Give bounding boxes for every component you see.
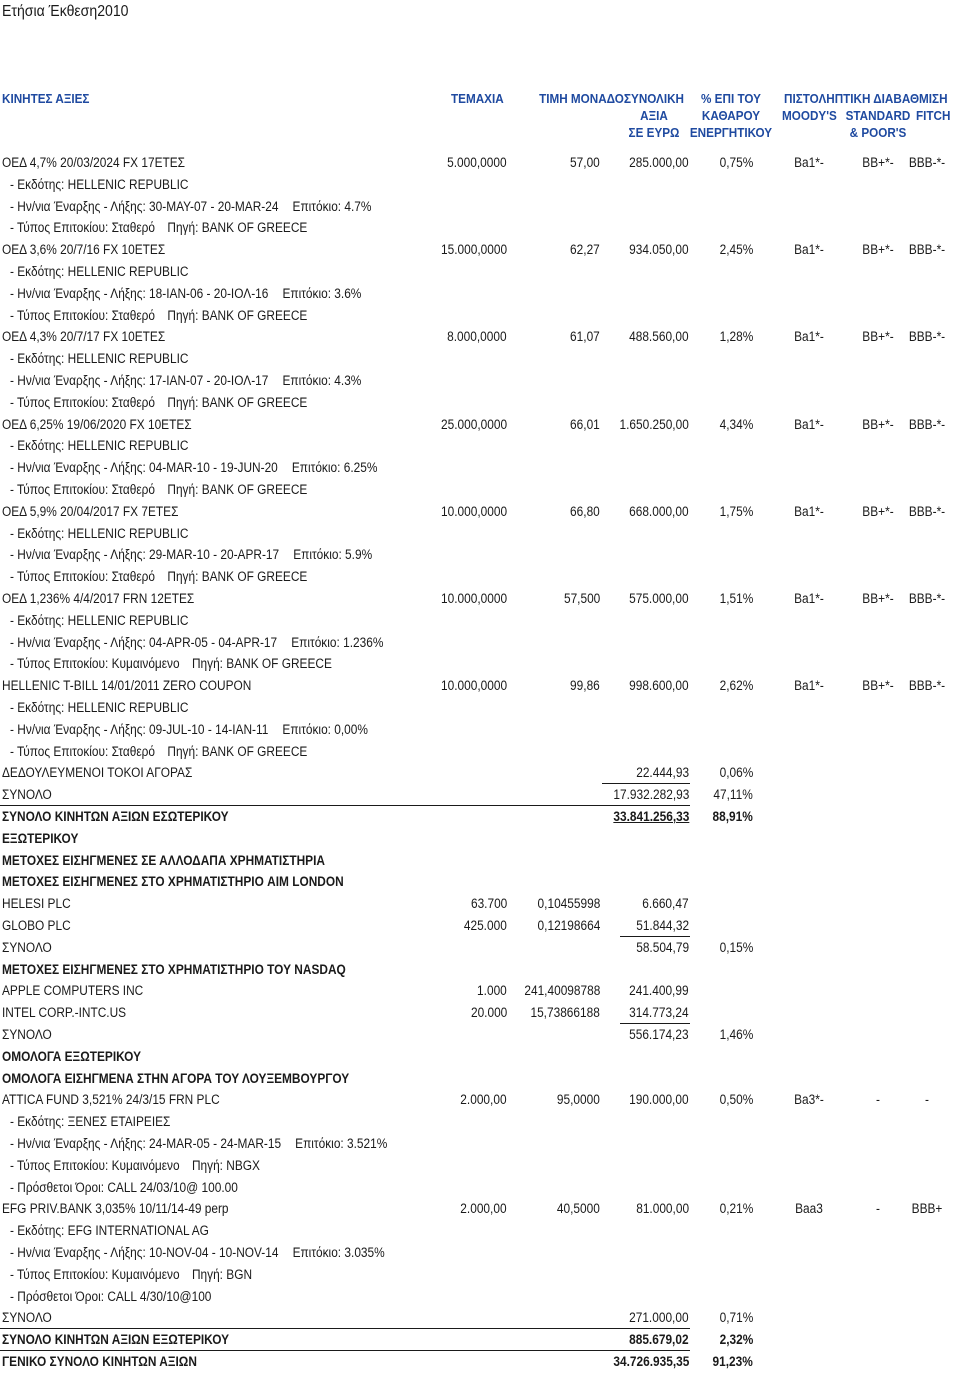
bond-dates [10, 544, 372, 566]
bond-pct: 4,34% [719, 416, 753, 432]
rating-fitch: BBB-*- [908, 678, 946, 694]
rating-moodys: Ba1*- [794, 416, 824, 432]
domestic-sum-value: 17.932.282,93 [613, 787, 689, 803]
accrued-row [0, 762, 960, 784]
aim-sum-label: ΣΥΝΟΛΟ [2, 939, 52, 955]
foreign-heading: ΕΞΩΤΕΡΙΚΟΥ [2, 830, 79, 846]
stock-name: APPLE COMPUTERS INC [2, 983, 144, 999]
rating-fitch: BBB-*- [908, 329, 946, 345]
bond-dates-row [0, 544, 960, 566]
bond-dates-row [0, 719, 960, 741]
bond-dates [10, 1133, 387, 1155]
bond-rate-type-a: - Τύπος Επιτοκίου: Σταθερό [10, 394, 156, 410]
bond-row [0, 501, 960, 523]
bond-total-value: 668.000,00 [629, 503, 689, 519]
listed-abroad-heading: ΜΕΤΟΧΕΣ ΕΙΣΗΓΜΕΝΕΣ ΣΕ ΑΛΛΟΔΑΠΑ ΧΡΗΜΑΤΙΣΤΗΡΙΑ [2, 852, 325, 868]
bond-quantity: 25.000,0000 [440, 416, 507, 432]
bond-dates-row [0, 196, 960, 218]
bond-issuer: - Εκδότης: HELLENIC REPUBLIC [10, 264, 189, 279]
bond-quantity: 2.000,00 [460, 1092, 507, 1108]
rating-moodys: Ba1*- [794, 678, 824, 694]
domestic-sum-row [0, 784, 960, 806]
bond-pct: 1,75% [719, 503, 753, 519]
rating-moodys: Ba1*- [794, 155, 824, 170]
bond-dates-a: - Ην/νια Έναρξης - Λήξης: 09-JUL-10 - 14-IAN-11 [10, 721, 269, 737]
foreign-bonds-sum-label: ΣΥΝΟΛΟ [2, 1310, 52, 1326]
bond-terms: - Πρόσθετοι Όροι: CALL 24/03/10@ 100.00 [10, 1179, 238, 1195]
header-sp: STANDARD & POOR'S [845, 108, 911, 140]
bond-rate-type-a: - Τύπος Επιτοκίου: Σταθερό [10, 569, 156, 585]
header-moodys: MOODY'S [782, 108, 837, 123]
rating-fitch: BBB-*- [908, 242, 946, 258]
stock-unit-price: 15,73866188 [530, 1005, 600, 1021]
bond-rate-type-b: Πηγή: BANK OF GREECE [167, 394, 308, 410]
bond-dates-row [0, 370, 960, 392]
bond-unit-price: 61,07 [570, 329, 600, 345]
bond-name: ΟΕΔ 1,236% 4/4/2017 FRN 12ΕΤΕΣ [2, 591, 195, 606]
bond-pct: 1,28% [719, 329, 753, 345]
bond-rate-type-row [0, 479, 960, 501]
nasdaq-heading: ΜΕΤΟΧΕΣ ΕΙΣΗΓΜΕΝΕΣ ΣΤΟ ΧΡΗΜΑΤΙΣΤΗΡΙΟ ΤΟΥ NASDAQ [2, 961, 346, 977]
bond-rate-type-row [0, 566, 960, 588]
aim-heading-row [0, 871, 960, 893]
foreign-bonds-heading-row [0, 1046, 960, 1068]
bond-dates [10, 196, 371, 218]
lux-heading-row [0, 1068, 960, 1090]
bond-rate-type [10, 741, 307, 763]
stock-row [0, 980, 960, 1002]
rating-moodys: Ba1*- [794, 329, 824, 345]
bond-dates-a: - Ην/νια Έναρξης - Λήξης: 30-MAY-07 - 20-MAR-24 [10, 198, 279, 214]
foreign-total-row [0, 1329, 960, 1351]
bond-dates-b: Επιτόκιο: 0,00% [282, 721, 368, 737]
stock-row [0, 915, 960, 937]
listed-abroad-row [0, 850, 960, 872]
grand-total-pct: 91,23% [712, 1354, 753, 1369]
bond-pct: 2,62% [719, 678, 753, 694]
foreign-heading-row [0, 828, 960, 850]
bond-rate-type-a: - Τύπος Επιτοκίου: Σταθερό [10, 220, 156, 236]
bond-rate-type-row [0, 1155, 960, 1177]
bond-unit-price: 40,5000 [557, 1201, 600, 1217]
bond-terms-row [0, 1286, 960, 1308]
bond-rate-type-a: - Τύπος Επιτοκίου: Σταθερό [10, 307, 156, 323]
rating-moodys: Ba3*- [794, 1092, 824, 1108]
bond-rate-type-b: Πηγή: BANK OF GREECE [167, 743, 308, 759]
bond-unit-price: 62,27 [570, 242, 600, 258]
bond-quantity: 10.000,0000 [440, 503, 507, 519]
bond-total-value: 190.000,00 [629, 1092, 689, 1108]
stock-quantity: 63.700 [470, 896, 507, 912]
foreign-bonds-sum-value: 271.000,00 [629, 1310, 689, 1326]
foreign-bonds-heading: ΟΜΟΛΟΓΑ ΕΞΩΤΕΡΙΚΟΥ [2, 1048, 141, 1064]
nasdaq-sum-label: ΣΥΝΟΛΟ [2, 1027, 52, 1042]
bond-issuer-row [0, 1111, 960, 1133]
rating-fitch: BBB-*- [908, 591, 946, 606]
bond-row [0, 1089, 960, 1111]
bond-rate-type-b: Πηγή: BANK OF GREECE [167, 569, 308, 585]
bond-row [0, 326, 960, 348]
domestic-sum-pct: 47,11% [713, 787, 753, 803]
accrued-pct: 0,06% [719, 765, 753, 781]
rating-fitch: BBB-*- [908, 416, 946, 432]
bond-dates [10, 457, 377, 479]
aim-heading: ΜΕΤΟΧΕΣ ΕΙΣΗΓΜΕΝΕΣ ΣΤΟ ΧΡΗΜΑΤΙΣΤΗΡΙΟ AIM LONDON [2, 874, 344, 890]
stock-total-value: 6.660,47 [642, 896, 689, 912]
rating-sp: - [876, 1201, 880, 1217]
bond-unit-price: 57,00 [570, 155, 600, 170]
rating-fitch: BBB-*- [908, 155, 946, 170]
stock-name: INTEL CORP.-INTC.US [2, 1005, 127, 1021]
bond-issuer-row [0, 610, 960, 632]
bond-dates [10, 632, 383, 654]
bond-issuer: - Εκδότης: HELLENIC REPUBLIC [10, 525, 189, 541]
bond-dates-b: Επιτόκιο: 5.9% [293, 547, 373, 563]
rating-sp: BB+*- [862, 242, 894, 258]
bond-total-value: 1.650.250,00 [619, 416, 689, 432]
bond-rate-type-row [0, 392, 960, 414]
bond-quantity: 2.000,00 [460, 1201, 507, 1217]
rating-fitch: BBB+ [911, 1201, 943, 1217]
rating-fitch: - [925, 1092, 929, 1108]
bond-issuer: - Εκδότης: ΞΕΝΕΣ ΕΤΑΙΡΕΙΕΣ [10, 1114, 171, 1130]
bond-rate-type-a: - Τύπος Επιτοκίου: Κυμαινόμενο [10, 1157, 180, 1173]
bond-issuer-row [0, 435, 960, 457]
nasdaq-sum-pct: 1,46% [719, 1027, 753, 1042]
bond-rate-type [10, 217, 307, 239]
lux-heading: ΟΜΟΛΟΓΑ ΕΙΣΗΓΜΕΝΑ ΣΤΗΝ ΑΓΟΡΑ ΤΟΥ ΛΟΥΞΕΜΒΟΥΡΓΟΥ [2, 1070, 350, 1086]
bond-dates-a: - Ην/νια Έναρξης - Λήξης: 17-ΙΑΝ-07 - 20-ΙΟΛ-17 [10, 373, 269, 388]
stock-quantity: 1.000 [477, 983, 507, 999]
bond-dates-a: - Ην/νια Έναρξης - Λήξης: 04-MAR-10 - 19-JUN-20 [10, 460, 278, 476]
bond-dates-row [0, 1133, 960, 1155]
bond-pct: 1,51% [719, 591, 753, 606]
bond-rate-type [10, 479, 307, 501]
domestic-total-pct: 88,91% [712, 809, 753, 824]
foreign-total-value: 885.679,02 [629, 1332, 689, 1348]
bond-issuer-row [0, 348, 960, 370]
bond-terms-row [0, 1177, 960, 1199]
bond-unit-price: 95,0000 [557, 1092, 600, 1108]
bond-rate-type [10, 566, 307, 588]
bond-issuer-row [0, 1220, 960, 1242]
bond-dates-a: - Ην/νια Έναρξης - Λήξης: 24-MAR-05 - 24-MAR-15 [10, 1136, 282, 1151]
bond-dates-b: Επιτόκιο: 6.25% [291, 460, 378, 476]
bond-dates-b: Επιτόκιο: 1.236% [291, 634, 384, 650]
aim-sum-pct: 0,15% [719, 939, 753, 955]
bond-dates-b: Επιτόκιο: 4.3% [282, 373, 362, 388]
bond-issuer-row [0, 697, 960, 719]
bond-terms: - Πρόσθετοι Όροι: CALL 4/30/10@100 [10, 1288, 212, 1304]
bond-name: ΟΕΔ 5,9% 20/04/2017 FX 7ΕΤΕΣ [2, 503, 179, 519]
bond-rate-type [10, 1264, 252, 1286]
accrued-value: 22.444,93 [636, 765, 689, 781]
rating-sp: - [876, 1092, 880, 1108]
bond-issuer: - Εκδότης: HELLENIC REPUBLIC [10, 351, 189, 367]
bond-rate-type-a: - Τύπος Επιτοκίου: Κυμαινόμενο [10, 656, 180, 672]
aim-sum-row [0, 937, 960, 959]
bond-issuer: - Εκδότης: HELLENIC REPUBLIC [10, 438, 189, 454]
bond-unit-price: 99,86 [570, 678, 600, 694]
header-pct-net-assets: % ΕΠΙ ΤΟΥ ΚΑΘΑΡΟΥ ΕΝΕΡΓΗΤΙΚΟΥ [689, 91, 773, 140]
rating-sp: BB+*- [862, 503, 894, 519]
nasdaq-sum-row [0, 1024, 960, 1046]
domestic-total-label: ΣΥΝΟΛΟ ΚΙΝΗΤΩΝ ΑΞΙΩΝ ΕΣΩΤΕΡΙΚΟΥ [2, 809, 229, 824]
rating-sp: BB+*- [862, 591, 894, 606]
rating-moodys: Ba1*- [794, 503, 824, 519]
bond-name: EFG PRIV.BANK 3,035% 10/11/14-49 perp [2, 1201, 229, 1217]
grand-total-label: ΓΕΝΙΚΟ ΣΥΝΟΛΟ ΚΙΝΗΤΩΝ ΑΞΙΩΝ [2, 1354, 197, 1369]
rating-sp: BB+*- [862, 678, 894, 694]
bond-dates-row [0, 632, 960, 654]
grand-total-value: 34.726.935,35 [613, 1354, 689, 1369]
bond-rate-type-b: Πηγή: NBGX [191, 1157, 260, 1173]
bond-row [0, 152, 960, 174]
rating-sp: BB+*- [862, 416, 894, 432]
bond-row [0, 414, 960, 436]
bond-row [0, 675, 960, 697]
bond-rate-type [10, 305, 307, 327]
bond-name: ATTICA FUND 3,521% 24/3/15 FRN PLC [2, 1092, 220, 1108]
rating-moodys: Ba1*- [794, 242, 824, 258]
bond-pct: 0,21% [719, 1201, 753, 1217]
aim-sum-value: 58.504,79 [636, 939, 689, 955]
bond-rate-type-b: Πηγή: BANK OF GREECE [167, 482, 308, 497]
nasdaq-sum-value: 556.174,23 [629, 1027, 689, 1042]
stock-row [0, 893, 960, 915]
bond-issuer: - Εκδότης: HELLENIC REPUBLIC [10, 612, 189, 628]
header-total-value: ΣΥΝΟΛΙΚΗ ΑΞΙΑ ΣΕ ΕΥΡΩ [623, 91, 685, 140]
bond-rate-type-row [0, 217, 960, 239]
rating-fitch: BBB-*- [908, 503, 946, 519]
bond-issuer-row [0, 523, 960, 545]
bond-total-value: 998.600,00 [629, 678, 689, 694]
rating-sp: BB+*- [862, 155, 894, 170]
stock-quantity: 20.000 [470, 1005, 507, 1021]
foreign-total-pct: 2,32% [719, 1332, 753, 1348]
stock-row [0, 1002, 960, 1024]
bond-quantity: 10.000,0000 [440, 678, 507, 694]
bond-dates [10, 719, 368, 741]
bond-issuer-row [0, 174, 960, 196]
bond-total-value: 575.000,00 [629, 591, 689, 606]
header-quantity: ΤΕΜΑΧΙΑ [451, 91, 504, 106]
bond-total-value: 488.560,00 [629, 329, 689, 345]
bond-rate-type-b: Πηγή: BANK OF GREECE [167, 220, 308, 236]
bond-rate-type [10, 653, 332, 675]
stock-total-value: 51.844,32 [636, 918, 689, 933]
bond-unit-price: 66,01 [570, 416, 600, 432]
bond-issuer: - Εκδότης: EFG INTERNATIONAL AG [10, 1223, 209, 1239]
bond-total-value: 81.000,00 [636, 1201, 689, 1217]
bond-rate-type-row [0, 305, 960, 327]
stock-quantity: 425.000 [464, 918, 507, 933]
foreign-bonds-sum-pct: 0,71% [719, 1310, 753, 1326]
bond-rate-type [10, 392, 307, 414]
bond-dates-row [0, 283, 960, 305]
bond-name: HELLENIC T-BILL 14/01/2011 ZERO COUPON [2, 678, 252, 694]
bond-pct: 0,75% [719, 155, 753, 170]
stock-unit-price: 0,10455998 [537, 896, 600, 912]
bond-rate-type [10, 1155, 260, 1177]
page-title: Ετήσια Έκθεση2010 [2, 3, 129, 20]
bond-rate-type-a: - Τύπος Επιτοκίου: Σταθερό [10, 743, 156, 759]
bond-pct: 0,50% [719, 1092, 753, 1108]
grand-total-row [0, 1351, 960, 1373]
bond-dates-b: Επιτόκιο: 3.521% [295, 1136, 388, 1151]
domestic-total-value: 33.841.256,33 [613, 809, 689, 824]
bond-rate-type-row [0, 741, 960, 763]
bond-total-value: 934.050,00 [629, 242, 689, 258]
bond-rate-type-b: Πηγή: BANK OF GREECE [167, 307, 308, 323]
rating-moodys: Baa3 [795, 1201, 823, 1217]
bond-dates-a: - Ην/νια Έναρξης - Λήξης: 29-MAR-10 - 20-APR-17 [10, 547, 280, 563]
bond-dates-b: Επιτόκιο: 4.7% [292, 198, 372, 214]
bond-dates-b: Επιτόκιο: 3.6% [282, 285, 362, 301]
bond-dates-row [0, 457, 960, 479]
bond-quantity: 5.000,0000 [447, 155, 507, 170]
domestic-sum-label: ΣΥΝΟΛΟ [2, 787, 52, 803]
domestic-total-row [0, 806, 960, 828]
bond-quantity: 8.000,0000 [447, 329, 507, 345]
bond-row [0, 239, 960, 261]
bond-rate-type-b: Πηγή: BANK OF GREECE [191, 656, 332, 672]
stock-unit-price: 241,40098788 [524, 983, 600, 999]
stock-total-value: 241.400,99 [629, 983, 689, 999]
accrued-label: ΔΕΔΟΥΛΕΥΜΕΝΟΙ ΤΟΚΟΙ ΑΓΟΡΑΣ [2, 765, 193, 781]
bond-issuer: - Εκδότης: HELLENIC REPUBLIC [10, 700, 189, 715]
bond-rate-type-row [0, 1264, 960, 1286]
bond-row [0, 588, 960, 610]
nasdaq-heading-row [0, 959, 960, 981]
rating-moodys: Ba1*- [794, 591, 824, 606]
rating-sp: BB+*- [862, 329, 894, 345]
stock-name: GLOBO PLC [2, 918, 71, 933]
bond-name: ΟΕΔ 3,6% 20/7/16 FX 10ΕΤΕΣ [2, 242, 166, 258]
bond-unit-price: 57,500 [563, 591, 600, 606]
bond-issuer: - Εκδότης: HELLENIC REPUBLIC [10, 176, 189, 192]
bond-rate-type-row [0, 653, 960, 675]
bond-dates-b: Επιτόκιο: 3.035% [292, 1245, 385, 1260]
bond-issuer-row [0, 261, 960, 283]
bond-dates-a: - Ην/νια Έναρξης - Λήξης: 18-ΙΑΝ-06 - 20-ΙΟΛ-16 [10, 285, 269, 301]
foreign-bonds-sum-row [0, 1307, 960, 1329]
bond-total-value: 285.000,00 [629, 155, 689, 170]
bond-rate-type-a: - Τύπος Επιτοκίου: Σταθερό [10, 482, 156, 497]
bond-pct: 2,45% [719, 242, 753, 258]
bond-dates [10, 283, 361, 305]
bond-rate-type-a: - Τύπος Επιτοκίου: Κυμαινόμενο [10, 1266, 180, 1282]
bond-name: ΟΕΔ 4,7% 20/03/2024 FX 17ΕΤΕΣ [2, 155, 186, 170]
stock-unit-price: 0,12198664 [537, 918, 600, 933]
bond-dates [10, 1242, 385, 1264]
header-section: ΚΙΝΗΤΕΣ ΑΞΙΕΣ [2, 91, 90, 106]
bond-dates-a: - Ην/νια Έναρξης - Λήξης: 10-NOV-04 - 10-NOV-14 [10, 1245, 279, 1260]
bond-quantity: 15.000,0000 [440, 242, 507, 258]
bond-name: ΟΕΔ 4,3% 20/7/17 FX 10ΕΤΕΣ [2, 329, 166, 345]
stock-name: HELESI PLC [2, 896, 71, 912]
bond-unit-price: 66,80 [570, 503, 600, 519]
bond-dates-a: - Ην/νια Έναρξης - Λήξης: 04-APR-05 - 04-APR-17 [10, 634, 278, 650]
bond-dates-row [0, 1242, 960, 1264]
bond-quantity: 10.000,0000 [440, 591, 507, 606]
bond-row [0, 1198, 960, 1220]
stock-total-value: 314.773,24 [629, 1005, 689, 1021]
header-fitch: FITCH [916, 108, 951, 123]
header-rating-title: ΠΙΣΤΟΛΗΠΤΙΚΗ ΔΙΑΒΑΘΜΙΣΗ [784, 91, 948, 106]
bond-rate-type-b: Πηγή: BGN [191, 1266, 253, 1282]
header-unit-price: ΤΙΜΗ ΜΟΝΑΔΟΣ [539, 91, 631, 106]
bond-name: ΟΕΔ 6,25% 19/06/2020 FX 10ΕΤΕΣ [2, 416, 192, 432]
bond-dates [10, 370, 361, 392]
foreign-total-label: ΣΥΝΟΛΟ ΚΙΝΗΤΩΝ ΑΞΙΩΝ ΕΞΩΤΕΡΙΚΟΥ [2, 1332, 230, 1348]
